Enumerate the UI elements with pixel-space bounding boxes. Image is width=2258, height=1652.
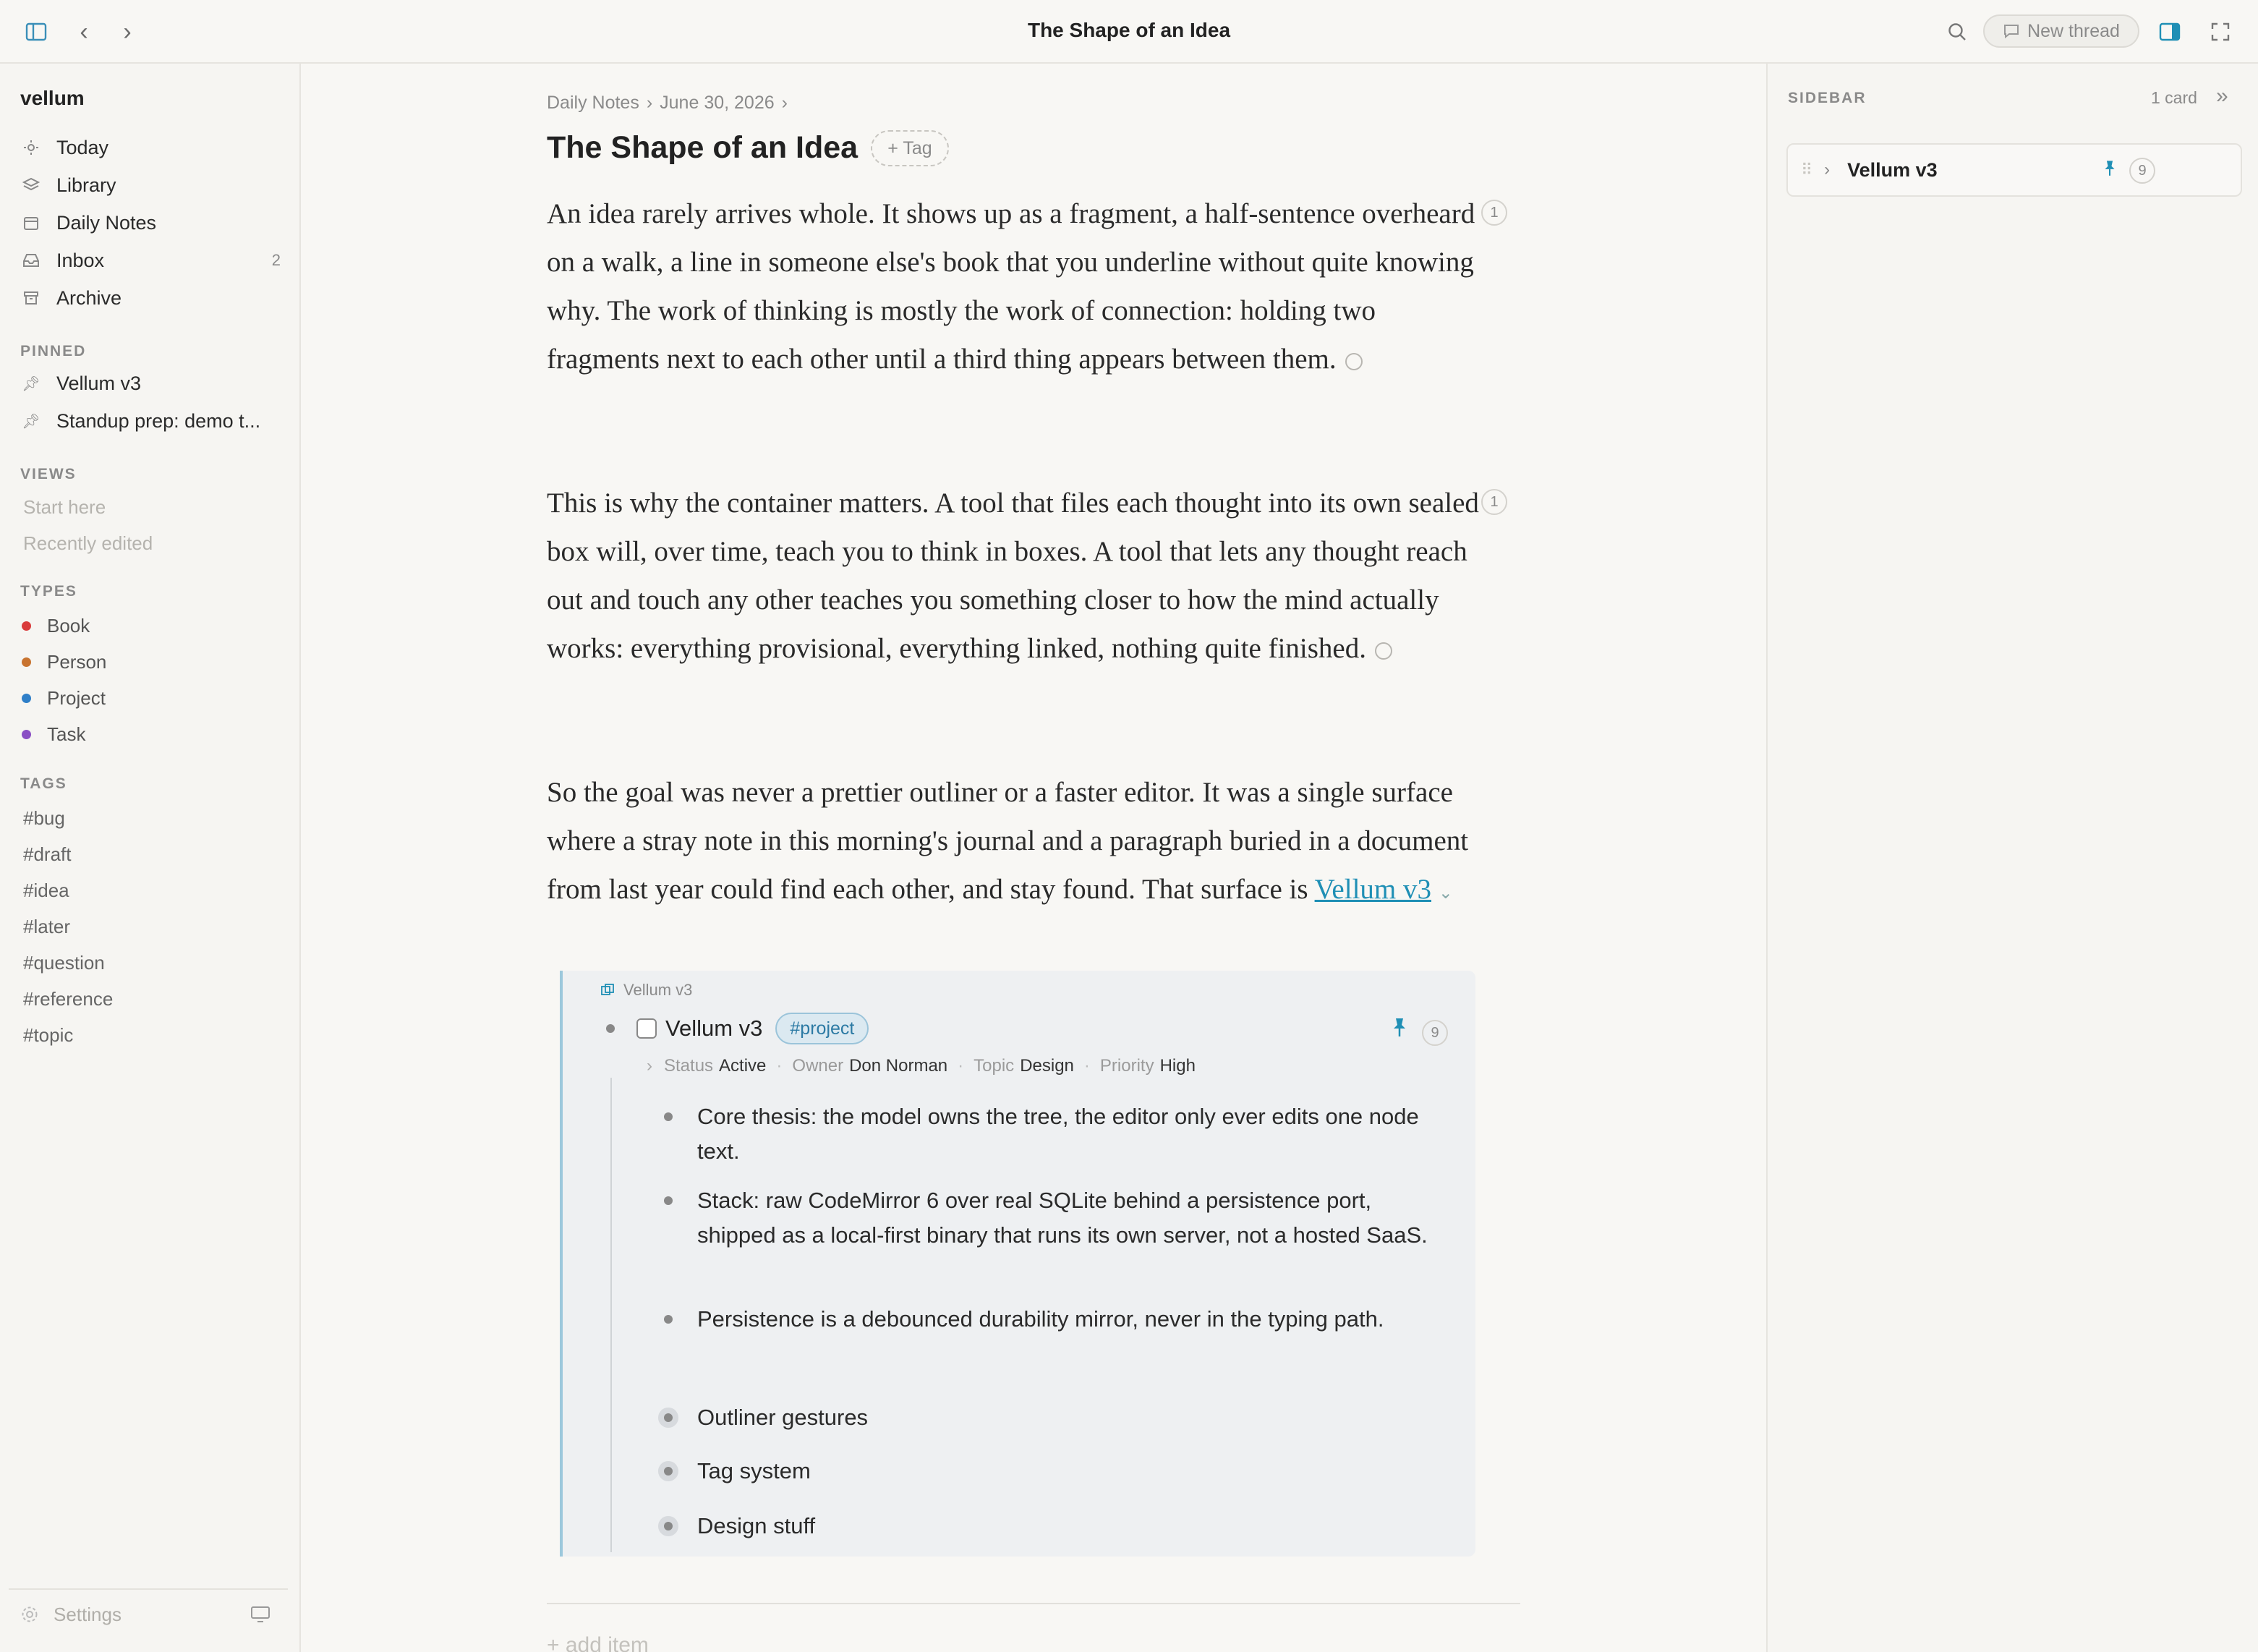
- nav-item-archive[interactable]: [20, 282, 281, 314]
- paragraph-3[interactable]: [547, 768, 1480, 918]
- pinned-label: Standup prep: demo t...: [56, 409, 261, 432]
- property-key: Topic: [974, 1056, 1015, 1076]
- views-section-label: VIEWS: [20, 466, 77, 482]
- view-item-start-here[interactable]: Start here: [23, 496, 106, 518]
- settings-row: [9, 1588, 288, 1639]
- type-dot: [22, 694, 31, 703]
- paragraph-text: So the goal was never a prettier outliner or a faster editor. It was a single surface where a stray note in this morning's journal and a paragraph buried in a document from last year could find each other, and stay found. That surface is: [547, 777, 1469, 905]
- embedded-node-card: [560, 971, 1475, 1557]
- breadcrumb-daily-notes[interactable]: Daily Notes: [547, 93, 639, 113]
- nav-item-inbox[interactable]: [20, 244, 281, 276]
- breadcrumb-separator-icon: ›: [646, 93, 653, 113]
- child-node[interactable]: Stack: raw CodeMirror 6 over real SQLite behind a persistence port, shipped as a local-first binary that runs its own server, not a hosted SaaS.: [697, 1188, 1428, 1248]
- chevron-right-icon[interactable]: ›: [647, 1056, 652, 1076]
- sidebar-label: SIDEBAR: [1788, 90, 1867, 106]
- type-item-project[interactable]: [22, 687, 106, 710]
- embedded-node-header: [606, 1013, 869, 1044]
- type-item-task[interactable]: [22, 723, 85, 746]
- pinned-label: Vellum v3: [56, 372, 142, 394]
- tag-item-question[interactable]: #question: [23, 952, 105, 974]
- tag-item-draft[interactable]: #draft: [23, 843, 72, 865]
- ref-count-badge[interactable]: 9: [2129, 158, 2155, 184]
- property-separator: ·: [958, 1056, 964, 1076]
- nav-label: Library: [56, 174, 116, 196]
- nav-item-today[interactable]: [20, 132, 281, 163]
- layers-icon: [20, 177, 42, 193]
- card-count: 1 card: [2151, 88, 2197, 107]
- tag-item-later[interactable]: #later: [23, 916, 71, 937]
- embed-source[interactable]: [600, 981, 692, 1000]
- node-bullet[interactable]: [606, 1024, 615, 1033]
- project-tag-pill[interactable]: #project: [775, 1013, 869, 1044]
- pinned-item-vellum-v3[interactable]: [20, 367, 281, 399]
- nav-label: Daily Notes: [56, 211, 157, 234]
- property-key: Priority: [1099, 1056, 1154, 1076]
- pinned-item-standup-prep[interactable]: [20, 405, 281, 437]
- child-node[interactable]: Persistence is a debounced durability mirror, never in the typing path.: [697, 1306, 1384, 1332]
- right-sidebar: [1766, 64, 2258, 1652]
- nav-label: Inbox: [56, 249, 105, 271]
- window-title: The Shape of an Idea: [1027, 19, 1231, 41]
- child-bullet[interactable]: [664, 1315, 673, 1324]
- nav-item-library[interactable]: [20, 169, 281, 201]
- node-title[interactable]: Vellum v3: [665, 1016, 763, 1041]
- left-sidebar: [0, 64, 301, 1652]
- right-panel-icon[interactable]: [2155, 17, 2184, 46]
- inbox-icon: [20, 252, 42, 268]
- type-label: Book: [47, 615, 90, 636]
- types-section-label: TYPES: [20, 583, 77, 600]
- type-dot: [22, 621, 31, 631]
- breadcrumb: [547, 93, 788, 114]
- new-thread-label: New thread: [2027, 20, 2120, 41]
- search-icon[interactable]: [1943, 17, 1972, 46]
- page-title[interactable]: The Shape of an Idea: [547, 130, 859, 165]
- block-handle-icon[interactable]: [1375, 642, 1392, 660]
- divider: [547, 1603, 1520, 1604]
- property-value[interactable]: Design: [1020, 1056, 1074, 1076]
- tag-item-topic[interactable]: #topic: [23, 1024, 74, 1046]
- property-separator: ·: [1083, 1056, 1090, 1076]
- property-separator: ·: [776, 1056, 783, 1076]
- chevron-right-icon[interactable]: ›: [1824, 160, 1831, 179]
- property-value[interactable]: Active: [719, 1056, 767, 1076]
- chevron-down-icon[interactable]: ⌄: [1438, 884, 1453, 903]
- type-dot: [22, 657, 31, 667]
- embed-source-label: Vellum v3: [623, 981, 693, 999]
- new-thread-button[interactable]: [1983, 14, 2139, 48]
- embed-icon: [600, 983, 615, 997]
- node-checkbox[interactable]: [636, 1018, 657, 1039]
- indent-guide: [610, 1078, 612, 1552]
- main-editor: [302, 64, 1766, 1652]
- paragraph-1[interactable]: [547, 190, 1480, 383]
- child-node[interactable]: Outliner gestures: [697, 1405, 869, 1430]
- ref-count-badge[interactable]: 1: [1481, 200, 1507, 226]
- property-key: Owner: [792, 1056, 844, 1076]
- top-bar: [0, 0, 2258, 64]
- inbox-count: 2: [271, 251, 281, 269]
- type-item-book[interactable]: [22, 615, 90, 637]
- pin-icon[interactable]: [1392, 1017, 1407, 1042]
- block-handle-icon[interactable]: [1345, 353, 1363, 370]
- brand-name: vellum: [20, 87, 85, 109]
- node-properties: [647, 1056, 1196, 1076]
- property-value[interactable]: Don Norman: [849, 1056, 948, 1076]
- property-key: Status: [664, 1056, 714, 1076]
- pinned-section-label: PINNED: [20, 343, 87, 359]
- speech-bubble-icon: [2003, 23, 2020, 39]
- child-node[interactable]: Design stuff: [697, 1513, 816, 1538]
- nav-label: Archive: [56, 286, 122, 309]
- nav-item-daily-notes[interactable]: [20, 207, 281, 239]
- property-value[interactable]: High: [1159, 1056, 1196, 1076]
- fullscreen-icon[interactable]: [2206, 17, 2235, 46]
- collapsed-bullet[interactable]: [664, 1467, 673, 1476]
- gear-icon[interactable]: [20, 1605, 39, 1624]
- collapse-sidebar-icon[interactable]: »: [2216, 84, 2228, 108]
- add-tag-button[interactable]: + Tag: [871, 130, 949, 166]
- vellum-v3-link[interactable]: Vellum v3: [1314, 874, 1431, 905]
- drag-handle-icon[interactable]: ⠿: [1801, 161, 1812, 179]
- back-icon[interactable]: ‹: [80, 17, 88, 46]
- paragraph-text: This is why the container matters. A tool that files each thought into its own sealed box will, over time, teach you to think in boxes. A tool that lets any thought reach out and touch any other teaches you something closer to how the mind actually works: everything provisional, everything linked, nothing quite finished.: [547, 487, 1479, 664]
- monitor-icon[interactable]: [250, 1606, 270, 1623]
- collapsed-bullet[interactable]: [664, 1522, 673, 1530]
- pin-icon: 📌︎: [22, 375, 41, 392]
- breadcrumb-date[interactable]: June 30, 2026: [660, 93, 775, 113]
- ref-count-badge[interactable]: 9: [1422, 1020, 1448, 1046]
- child-bullet[interactable]: [664, 1112, 673, 1121]
- ref-count-badge[interactable]: 1: [1481, 489, 1507, 515]
- paragraph-2[interactable]: [547, 479, 1480, 673]
- child-node[interactable]: Tag system: [697, 1458, 811, 1483]
- add-item-button[interactable]: + add item: [547, 1633, 649, 1652]
- type-label: Task: [47, 723, 86, 745]
- tags-section-label: TAGS: [20, 775, 67, 792]
- pin-icon: 📌︎: [22, 413, 41, 430]
- card-title[interactable]: Vellum v3: [1847, 158, 1938, 181]
- archive-icon: [20, 290, 42, 306]
- sidebar-card[interactable]: [1786, 143, 2242, 197]
- type-dot: [22, 730, 31, 739]
- calendar-icon: [20, 215, 42, 231]
- tag-item-reference[interactable]: #reference: [23, 988, 114, 1010]
- paragraph-text: An idea rarely arrives whole. It shows up as a fragment, a half-sentence overheard on a walk, a line in someone else's book that you underline without quite knowing why. The work of thinking is mostly the work of connection: holding two fragments next to each other until a third thing appears between them.: [547, 198, 1475, 375]
- breadcrumb-separator-icon: ›: [781, 93, 788, 113]
- view-item-recently-edited[interactable]: Recently edited: [23, 532, 153, 554]
- tag-item-idea[interactable]: #idea: [23, 880, 69, 901]
- child-node[interactable]: Core thesis: the model owns the tree, the editor only ever edits one node text.: [697, 1104, 1419, 1164]
- settings-button[interactable]: Settings: [54, 1603, 122, 1625]
- type-label: Person: [47, 651, 107, 673]
- child-bullet[interactable]: [664, 1196, 673, 1205]
- forward-icon[interactable]: ›: [123, 17, 132, 46]
- pin-icon[interactable]: [2103, 159, 2116, 182]
- type-item-person[interactable]: [22, 651, 106, 673]
- tag-item-bug[interactable]: #bug: [23, 807, 65, 829]
- type-label: Project: [47, 687, 106, 709]
- nav-label: Today: [56, 136, 109, 158]
- collapsed-bullet[interactable]: [664, 1413, 673, 1422]
- sun-icon: [20, 140, 42, 156]
